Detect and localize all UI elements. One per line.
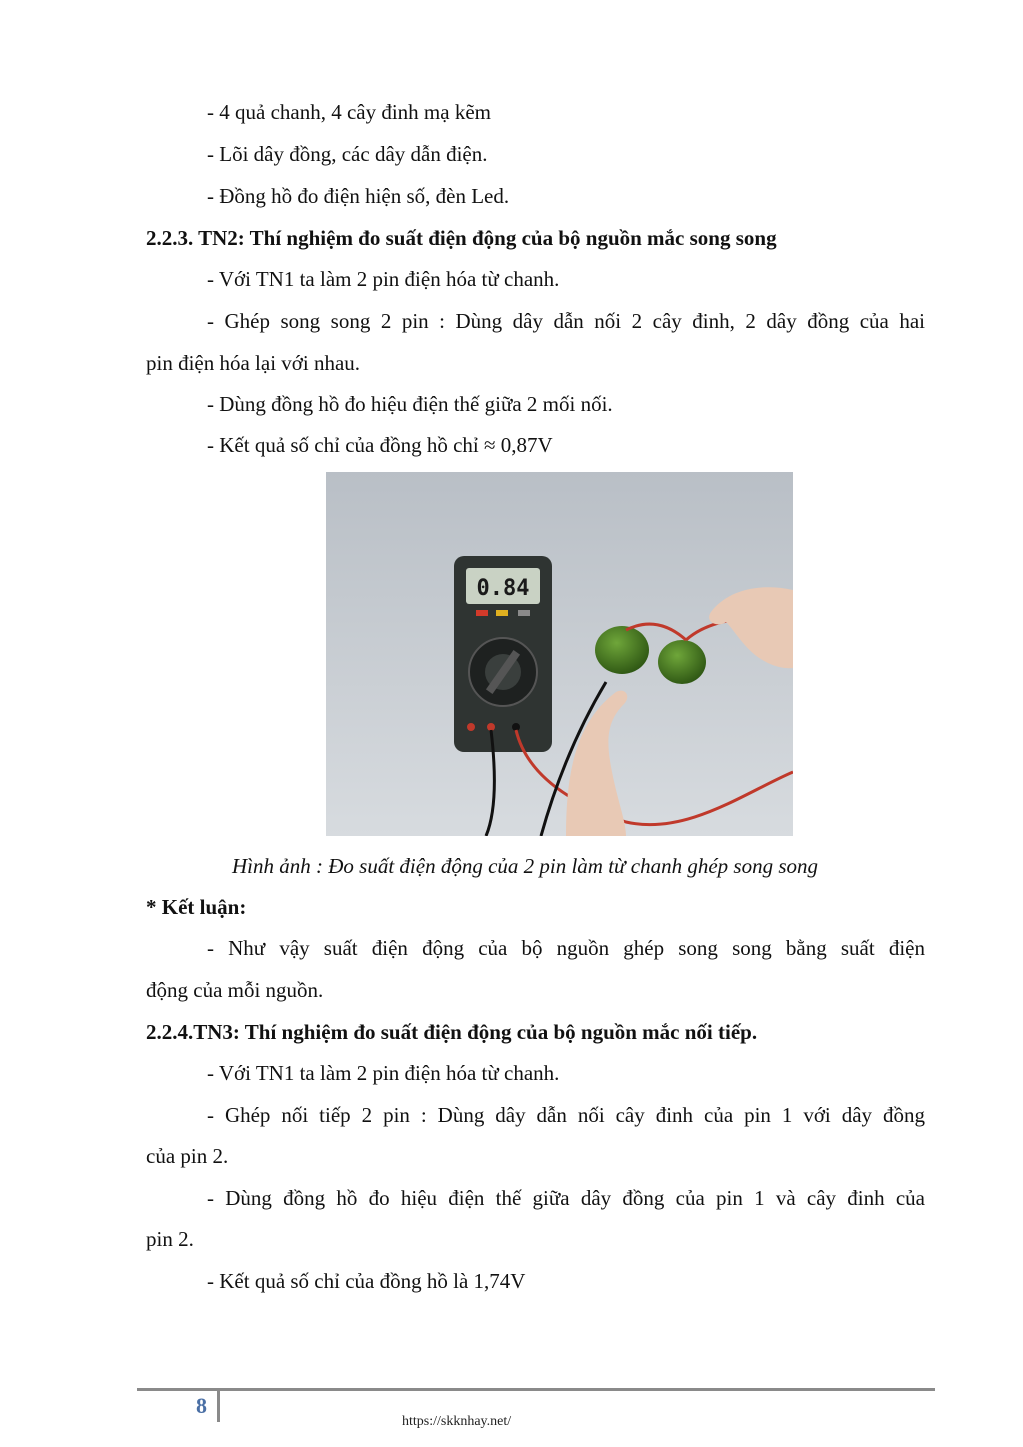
tn2-heading: 2.2.3. TN2: Thí nghiệm đo suất điện động của bộ nguồn mắc song song — [146, 226, 777, 250]
tn3-step-2-line-2: của pin 2. — [146, 1144, 229, 1168]
tn2-step-1: - Với TN1 ta làm 2 pin điện hóa từ chanh. — [207, 267, 560, 291]
lemon-1 — [595, 626, 649, 674]
tn2-step-3: - Dùng đồng hồ đo hiệu điện thế giữa 2 mối nối. — [207, 392, 613, 416]
tn2-step-2-line-1: - Ghép song song 2 pin : Dùng dây dẫn nối 2 cây đinh, 2 dây đồng của hai — [207, 309, 925, 333]
tn3-step-3-line-1: - Dùng đồng hồ đo hiệu điện thế giữa dây đồng của pin 1 và cây đinh của — [207, 1186, 925, 1210]
material-item-wires: - Lõi dây đồng, các dây dẫn điện. — [207, 142, 488, 166]
material-item-meter: - Đồng hồ đo điện hiện số, đèn Led. — [207, 184, 510, 208]
tn2-step-2-line-2: pin điện hóa lại với nhau. — [146, 351, 361, 375]
conclusion-text-line-2: động của mỗi nguồn. — [146, 978, 324, 1002]
footer-url: https://skknhay.net/ — [402, 1414, 512, 1429]
tn2-step-4: - Kết quả số chỉ của đồng hồ chỉ ≈ 0,87V — [207, 433, 553, 457]
meter-reading: 0.84 — [476, 576, 530, 601]
material-item-lemons: - 4 quả chanh, 4 cây đinh mạ kẽm — [207, 100, 491, 124]
lemon-2 — [658, 640, 706, 684]
experiment-photo-illustration — [326, 472, 793, 836]
footer-divider — [217, 1388, 220, 1422]
tn3-step-4: - Kết quả số chỉ của đồng hồ là 1,74V — [207, 1269, 526, 1293]
conclusion-heading: * Kết luận: — [146, 895, 247, 919]
page-number: 8 — [196, 1393, 207, 1418]
footer-rule — [137, 1388, 935, 1391]
tn3-step-3-line-2: pin 2. — [146, 1227, 194, 1251]
tn3-step-2-line-1: - Ghép nối tiếp 2 pin : Dùng dây dẫn nối cây đinh của pin 1 với dây đồng — [207, 1103, 925, 1127]
figure-caption: Hình ảnh : Đo suất điện động của 2 pin làm từ chanh ghép song song — [232, 854, 819, 878]
tn3-heading: 2.2.4.TN3: Thí nghiệm đo suất điện động của bộ nguồn mắc nối tiếp. — [146, 1020, 758, 1044]
conclusion-text-line-1: - Như vậy suất điện động của bộ nguồn ghép song song bằng suất điện — [207, 936, 925, 960]
experiment-photo — [326, 472, 793, 836]
tn3-step-1: - Với TN1 ta làm 2 pin điện hóa từ chanh. — [207, 1061, 560, 1085]
